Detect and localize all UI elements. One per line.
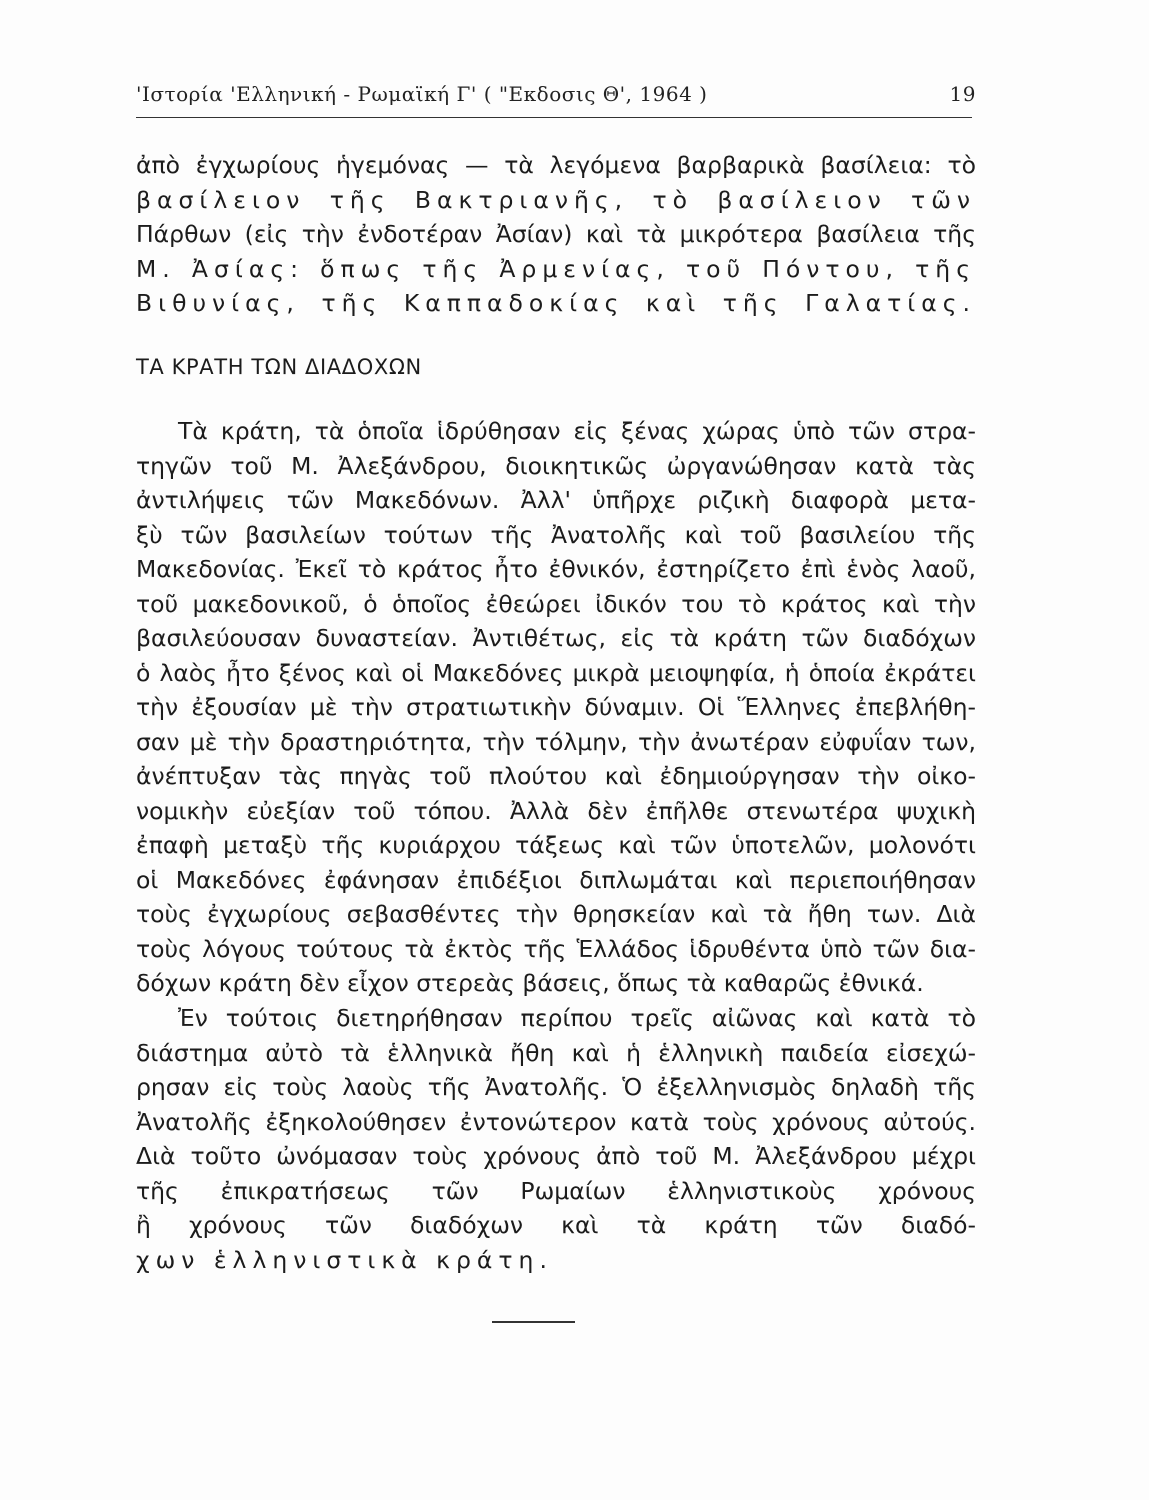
text-line: Βιθυνίας, τῆς Καππαδοκίας καὶ τῆς Γαλατίας. — [136, 289, 976, 317]
running-title: 'Ιστορία 'Ελληνική - Ρωμαϊκή Γ' ( "Εκδοσις Θ', 1964 ) — [136, 82, 708, 106]
end-rule — [492, 1321, 575, 1323]
intro-paragraph — [136, 148, 976, 321]
text-line: τοὺς ἐγχωρίους σεβασθέντες τὴν θρησκείαν καὶ τὰ ἤθη των. Διὰ — [136, 900, 976, 928]
text-line: Ἀνατολῆς ἐξηκολούθησεν ἐντονώτερον κατὰ τοὺς χρόνους αὐτούς. — [136, 1107, 976, 1136]
page-number: 19 — [949, 82, 976, 106]
section-heading: ΤΑ ΚΡΑΤΗ ΤΩΝ ΔΙΑΔΟΧΩΝ — [136, 355, 422, 379]
text-line: Μακεδονίας. Ἐκεῖ τὸ κράτος ἦτο ἐθνικόν, ἐστηρίζετο ἐπὶ ἑνὸς λαοῦ, — [136, 555, 976, 583]
text-line: Πάρθων (εἰς τὴν ἐνδοτέραν Ἀσίαν) καὶ τὰ μικρότερα βασίλεια τῆς — [136, 220, 976, 248]
text-line: ἀνέπτυξαν τὰς πηγὰς τοῦ πλούτου καὶ ἐδημιούργησαν τὴν οἰκο- — [136, 762, 976, 790]
text-line: τοὺς λόγους τούτους τὰ ἐκτὸς τῆς Ἑλλάδος ἱδρυθέντα ὑπὸ τῶν δια- — [136, 934, 976, 963]
text-line: βασίλειον τῆς Βακτριανῆς, τὸ βασίλειον τῶν — [136, 185, 976, 214]
text-line: διάστημα αὐτὸ τὰ ἑλληνικὰ ἤθη καὶ ἡ ἑλληνικὴ παιδεία εἰσεχώ- — [136, 1038, 976, 1067]
text-line: νομικὴν εὐεξίαν τοῦ τόπου. Ἀλλὰ δὲν ἐπῆλθε στενωτέρα ψυχικὴ — [136, 796, 976, 825]
text-line: τῆς ἐπικρατήσεως τῶν Ρωμαίων ἑλληνιστικοὺς χρόνους — [136, 1176, 976, 1205]
text-line: Διὰ τοῦτο ὠνόμασαν τοὺς χρόνους ἀπὸ τοῦ Μ. Ἀλεξάνδρου μέχρι — [136, 1142, 976, 1170]
text-line: ὁ λαὸς ἦτο ξένος καὶ οἱ Μακεδόνες μικρὰ μειοψηφία, ἡ ὁποία ἐκράτει — [136, 658, 976, 687]
text-line: τὴν ἐξουσίαν μὲ τὴν στρατιωτικὴν δύναμιν. Οἱ Ἕλληνες ἐπεβλήθη- — [136, 693, 976, 721]
text-line: οἱ Μακεδόνες ἐφάνησαν ἐπιδέξιοι διπλωμάται καὶ περιεποιήθησαν — [136, 865, 976, 894]
text-line: ρησαν εἰς τοὺς λαοὺς τῆς Ἀνατολῆς. Ὁ ἐξελληνισμὸς δηλαδὴ τῆς — [136, 1073, 976, 1101]
text-line: τηγῶν τοῦ Μ. Ἀλεξάνδρου, διοικητικῶς ὠργανώθησαν κατὰ τὰς — [136, 451, 976, 480]
running-header — [136, 82, 976, 106]
text-line: χων ἑλληνιστικὰ κράτη. — [136, 1245, 553, 1274]
text-line: Τὰ κράτη, τὰ ὁποῖα ἱδρύθησαν εἰς ξένας χώρας ὑπὸ τῶν στρα- — [178, 417, 976, 445]
text-line: σαν μὲ τὴν δραστηριότητα, τὴν τόλμην, τὴν ἀνωτέραν εὐφυΐαν των, — [136, 727, 976, 756]
text-line: ἀντιλήψεις τῶν Μακεδόνων. Ἀλλ' ὑπῆρχε ριζικὴ διαφορὰ μετα- — [136, 486, 976, 514]
text-line: ἀπὸ ἐγχωρίους ἡγεμόνας — τὰ λεγόμενα βαρβαρικὰ βασίλεια: τὸ — [136, 151, 976, 179]
text-line: ἐπαφὴ μεταξὺ τῆς κυριάρχου τάξεως καὶ τῶν ὑποτελῶν, μολονότι — [136, 831, 976, 859]
paragraph-two — [136, 1001, 976, 1277]
text-line: βασιλεύουσαν δυναστείαν. Ἀντιθέτως, εἰς τὰ κράτη τῶν διαδόχων — [136, 624, 976, 652]
text-line: Ἐν τούτοις διετηρήθησαν περίπου τρεῖς αἰῶνας καὶ κατὰ τὸ — [178, 1004, 976, 1032]
text-line: ξὺ τῶν βασιλείων τούτων τῆς Ἀνατολῆς καὶ τοῦ βασιλείου τῆς — [136, 520, 976, 549]
text-line: ἢ χρόνους τῶν διαδόχων καὶ τὰ κράτη τῶν διαδό- — [136, 1211, 976, 1239]
paragraph-one — [136, 414, 976, 1001]
text-line: δόχων κράτη δὲν εἶχον στερεὰς βάσεις, ὅπως τὰ καθαρῶς ἐθνικά. — [136, 969, 924, 997]
header-rule — [136, 117, 972, 118]
text-line: Μ. Ἀσίας: ὅπως τῆς Ἀρμενίας, τοῦ Πόντου, τῆς — [136, 254, 976, 283]
text-line: τοῦ μακεδονικοῦ, ὁ ὁποῖος ἐθεώρει ἰδικόν του τὸ κράτος καὶ τὴν — [136, 589, 976, 618]
